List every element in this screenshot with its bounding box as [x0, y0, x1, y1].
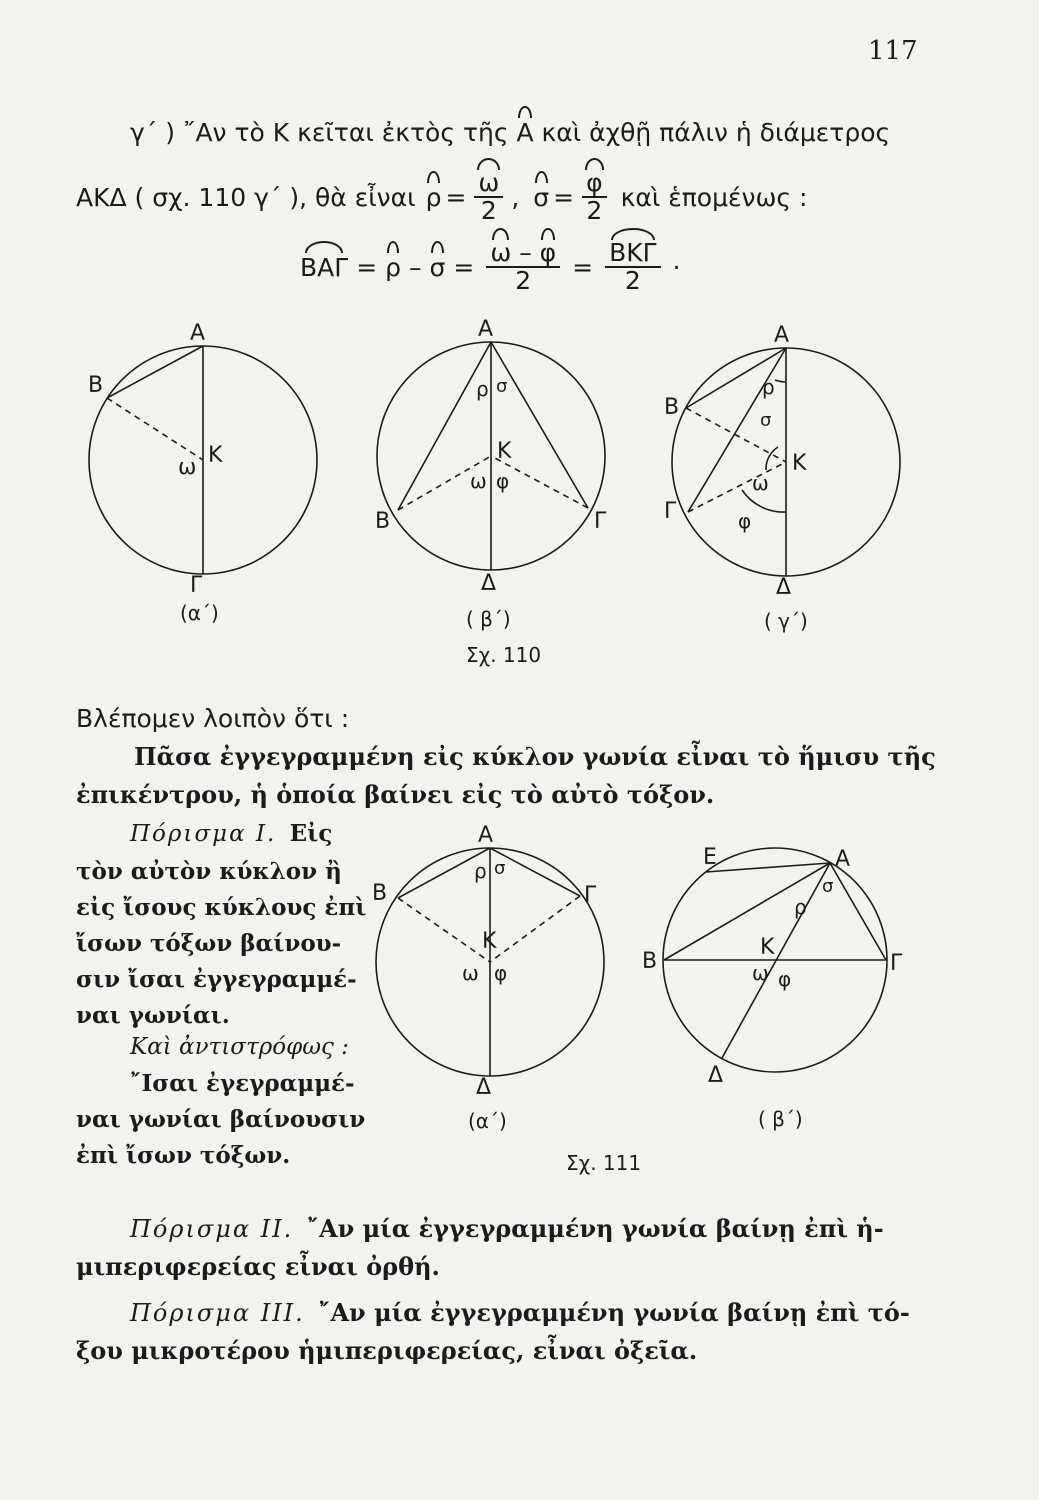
figure-110-b: [375, 317, 607, 631]
period: ·: [672, 252, 681, 282]
label-E: Ε: [703, 845, 717, 870]
corollary-1-title: Πόρισμα I.: [130, 821, 277, 847]
label-K: Κ: [760, 935, 775, 960]
arc-BAG: ΒΑΓ: [300, 252, 349, 282]
label-phi: φ: [778, 967, 792, 991]
denominator: 2: [624, 266, 641, 296]
label-A: Α: [835, 847, 851, 872]
we-see-line: Βλέπομεν λοιπὸν ὅτι :: [76, 704, 350, 733]
denominator: 2: [515, 266, 532, 296]
label-G: Γ: [584, 883, 597, 908]
label-B: Β: [642, 949, 658, 974]
corollary-2-title: Πόρισμα II.: [130, 1215, 294, 1243]
numerator: [486, 240, 560, 268]
label-rho: ρ: [794, 895, 807, 919]
arc-sigma: σ: [533, 182, 550, 212]
arc-omega: ω: [474, 170, 503, 198]
corollary-2-line-1: [130, 1214, 884, 1243]
fraction-omega-half: [474, 170, 503, 225]
arc-BKG: ΒΚΓ: [605, 240, 660, 268]
paragraph-gamma-suffix: καὶ ἀχθῇ πάλιν ἡ διάμετρος: [541, 118, 891, 147]
line2-text-b: καὶ ἑπομένως :: [620, 182, 808, 212]
caption-c: ( γ΄): [764, 609, 808, 633]
equals-sign: =: [356, 252, 378, 282]
label-phi: φ: [494, 961, 508, 985]
corollary-1-line-2: εἰς ἴσους κύκλους ἐπὶ: [76, 894, 367, 921]
corollary-1-title-line: [130, 820, 332, 847]
label-sigma: σ: [822, 876, 834, 897]
label-rho: ρ: [474, 859, 487, 883]
label-sigma: σ: [496, 376, 508, 397]
chord-AB: [107, 346, 203, 398]
corollary-2-text-1: ῎Αν μία ἐγγεγραμμένη γωνία βαίνῃ ἐπὶ ἡ-: [306, 1214, 884, 1243]
arc-A: Α: [516, 118, 534, 147]
figure-110-label: Σχ. 110: [466, 643, 542, 667]
figure-110-c: [664, 323, 900, 633]
label-K: Κ: [497, 439, 512, 464]
corollary-3-title: Πόρισμα III.: [130, 1299, 305, 1327]
caption-b: ( β΄): [466, 607, 511, 631]
formula-line: [300, 240, 681, 295]
figure-111: [340, 820, 960, 1180]
label-D: Δ: [476, 1075, 492, 1100]
arc-omega: ω: [490, 238, 512, 267]
minus-sign: –: [519, 238, 532, 267]
label-B: Β: [375, 509, 391, 534]
equals-sign: =: [553, 182, 575, 212]
radius-GK: [490, 896, 580, 962]
label-rho: ρ: [762, 375, 775, 399]
figure-111-label: Σχ. 111: [566, 1151, 642, 1175]
corollary-3-line-2: ξου μικροτέρου ἡμιπεριφερείας, εἶναι ὀξεῖα.: [76, 1336, 698, 1365]
figure-110: [0, 300, 1039, 680]
radius-BK: [107, 398, 203, 460]
arc-rho-mark: [775, 380, 786, 382]
label-G: Γ: [190, 573, 203, 598]
arc-phi: φ: [582, 170, 607, 198]
paragraph-line-2: [76, 170, 807, 225]
label-D: Δ: [708, 1063, 724, 1088]
page-number: 117: [868, 36, 918, 66]
label-G: Γ: [664, 499, 677, 524]
label-sigma: σ: [494, 858, 506, 879]
arc-rho: ρ: [425, 182, 442, 212]
label-B: Β: [88, 373, 104, 398]
equals-sign: =: [572, 252, 594, 282]
label-K: Κ: [792, 451, 807, 476]
label-B: Β: [664, 395, 680, 420]
fraction-omega-minus-phi: [486, 240, 560, 295]
label-omega: ω: [752, 961, 769, 985]
minus-sign: –: [409, 252, 422, 282]
corollary-1-conv-line-1: ναι γωνίαι βαίνουσιν: [76, 1106, 366, 1133]
caption-a: (α΄): [180, 601, 219, 625]
figure-110-a: [88, 321, 317, 625]
label-A: Α: [774, 323, 790, 348]
comma: ,: [511, 182, 520, 212]
caption-b: ( β΄): [758, 1107, 803, 1131]
label-K: Κ: [482, 929, 497, 954]
arc-rho: ρ: [385, 252, 402, 282]
figure-111-b: [642, 845, 903, 1131]
corollary-1-line-5: ναι γωνίαι.: [76, 1002, 230, 1029]
theorem-line-2: ἐπικέντρου, ἡ ὁποία βαίνει εἰς τὸ αὐτὸ τόξον.: [76, 780, 715, 809]
caption-a: (α΄): [468, 1109, 507, 1133]
corollary-1-conv-line-2: ἐπὶ ἴσων τόξων.: [76, 1142, 291, 1169]
paragraph-gamma-prefix: γ΄ ) ῎Αν τὸ Κ κεῖται ἐκτὸς τῆς: [130, 118, 509, 147]
label-G: Γ: [594, 509, 607, 534]
arc-sigma: σ: [429, 252, 446, 282]
label-A: Α: [478, 823, 494, 848]
label-D: Δ: [481, 571, 497, 596]
label-A: Α: [478, 317, 494, 342]
label-omega: ω: [470, 469, 487, 493]
corollary-2-line-2: μιπεριφερείας εἶναι ὀρθή.: [76, 1252, 440, 1281]
corollary-1-line-1: τὸν αὐτὸν κύκλον ἢ: [76, 858, 342, 885]
label-omega: ω: [752, 471, 769, 495]
label-G: Γ: [890, 951, 903, 976]
corollary-1-line-3: ἴσων τόξων βαίνου-: [76, 930, 342, 957]
equals-sign: =: [453, 252, 475, 282]
corollary-1-conv-line-0: ῎Ισαι ἐγεγραμμέ-: [130, 1070, 355, 1097]
equals-sign: =: [445, 182, 467, 212]
corollary-3-text-1: ῎Αν μία ἐγγεγραμμένη γωνία βαίνῃ ἐπὶ τό-: [318, 1298, 910, 1327]
label-omega: ω: [178, 455, 197, 480]
corollary-1-line-0: Εἰς: [289, 820, 333, 847]
theorem-line-1: Πᾶσα ἐγγεγραμμένη εἰς κύκλον γωνία εἶναι τὸ ἥμισυ τῆς: [134, 742, 936, 771]
denominator: 2: [480, 196, 497, 226]
radius-BK: [398, 898, 490, 962]
label-phi: φ: [496, 469, 510, 493]
corollary-1-line-4: σιν ἴσαι ἐγγεγραμμέ-: [76, 966, 357, 993]
line2-text-a: ΑΚΔ ( σχ. 110 γ΄ ), θὰ εἶναι: [76, 182, 416, 212]
label-A: Α: [190, 321, 206, 346]
fraction-phi-half: [582, 170, 607, 225]
label-sigma: σ: [760, 410, 772, 431]
figure-111-a: [372, 823, 604, 1133]
arc-phi: φ: [539, 238, 557, 267]
label-phi: φ: [738, 509, 752, 533]
fraction-BKG-half: [605, 240, 660, 295]
chord-AG: [830, 863, 886, 960]
label-K: Κ: [208, 443, 223, 468]
corollary-1-converse: Καὶ ἀντιστρόφως :: [130, 1034, 349, 1060]
denominator: 2: [586, 196, 603, 226]
label-B: Β: [372, 881, 388, 906]
label-D: Δ: [776, 575, 792, 600]
label-omega: ω: [462, 961, 479, 985]
label-rho: ρ: [476, 377, 489, 401]
corollary-3-line-1: [130, 1298, 910, 1327]
paragraph-gamma-line: [130, 118, 890, 147]
chord-EA: [706, 863, 830, 872]
